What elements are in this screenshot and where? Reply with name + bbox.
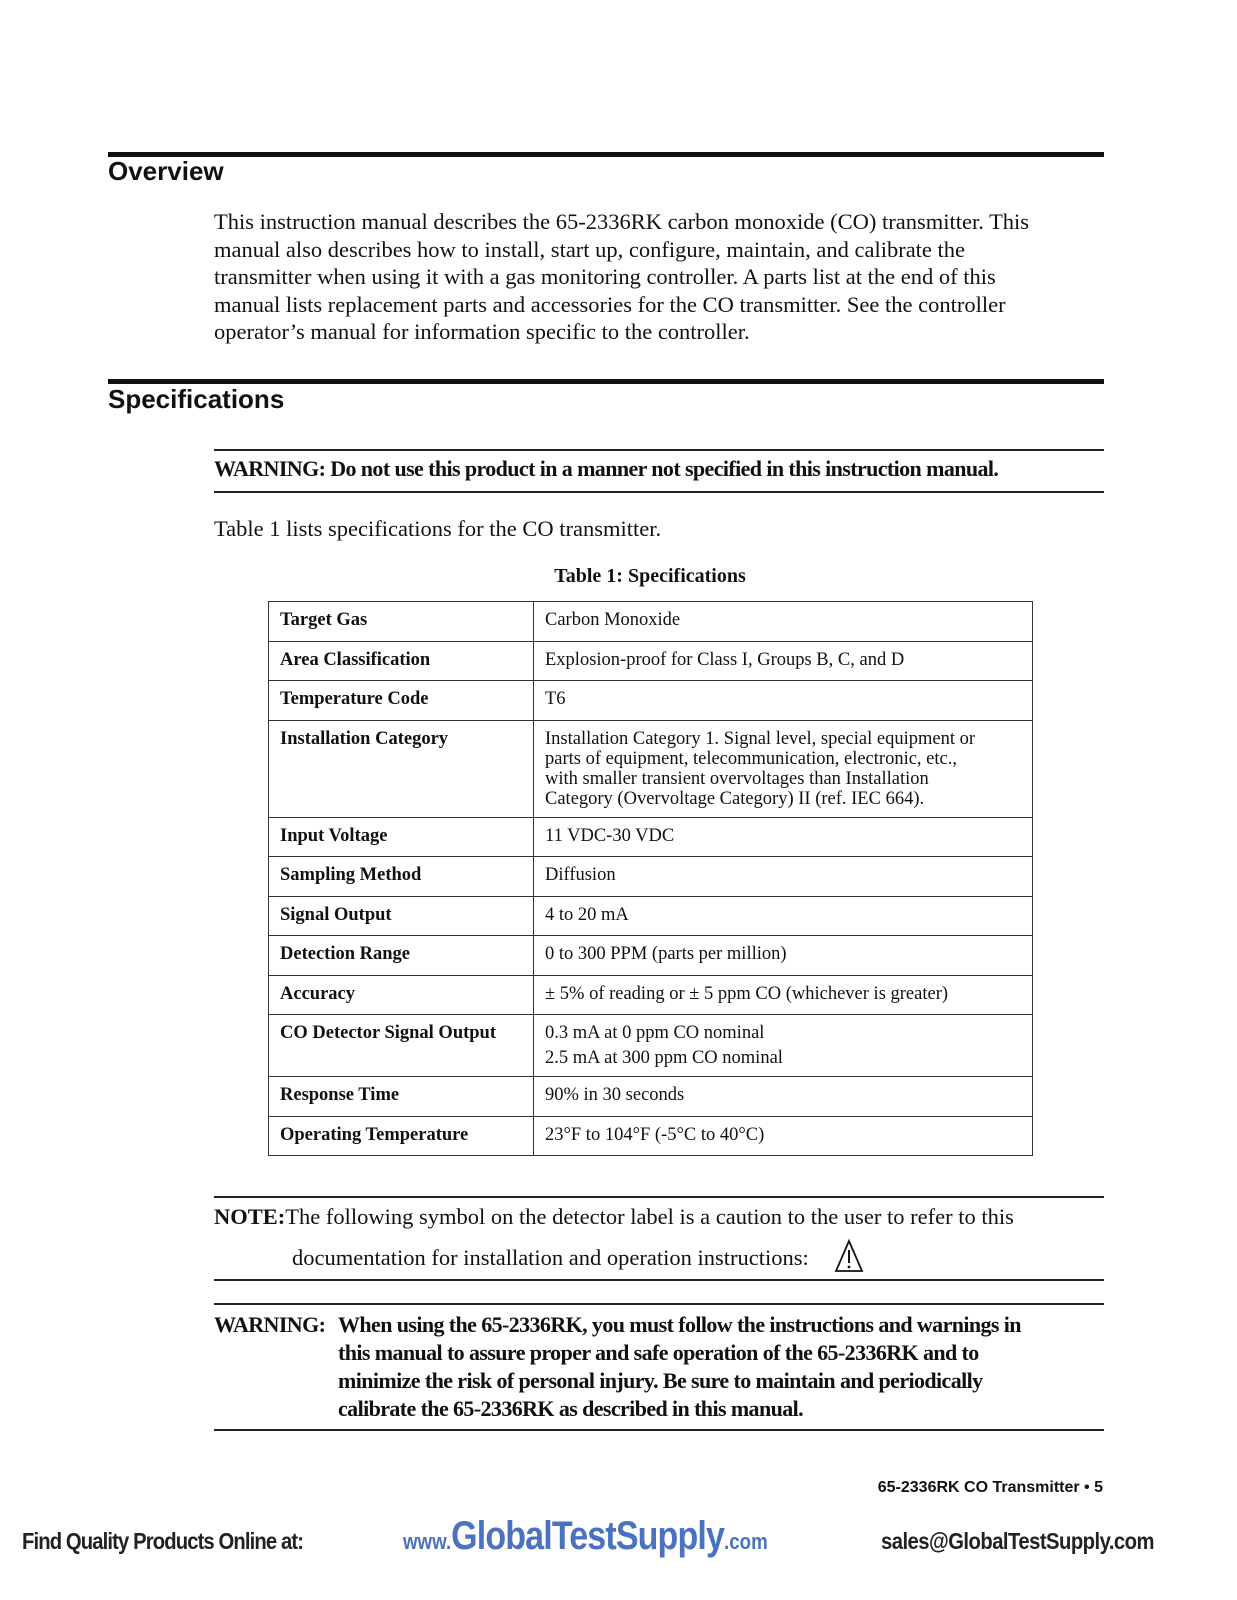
- overview-line: operator’s manual for information specific to the controller.: [214, 319, 750, 344]
- spec-value: [534, 1077, 1033, 1117]
- spec-value: [534, 641, 1033, 681]
- spec-value-line: 0 to 300 PPM (parts per million): [545, 944, 787, 964]
- spec-value-line: with smaller transient overvoltages than Installation: [545, 768, 929, 789]
- warning2-top-rule: [214, 1303, 1104, 1305]
- spec-label: Sampling Method: [269, 857, 534, 897]
- spec-label: CO Detector Signal Output: [269, 1015, 534, 1077]
- overview-line: manual lists replacement parts and accessories for the CO transmitter. See the controller: [214, 291, 1006, 317]
- overview-line: This instruction manual describes the 65-2336RK carbon monoxide (CO) transmitter. This: [214, 209, 1030, 234]
- note-label: NOTE:: [214, 1204, 286, 1229]
- warning2-label: WARNING:: [214, 1312, 326, 1337]
- spec-label: Response Time: [269, 1077, 534, 1117]
- warning-top-rule: [214, 449, 1104, 451]
- overview-line: transmitter when using it with a gas monitoring controller. A parts list at the end of this: [214, 264, 996, 289]
- specifications-heading: Specifications: [108, 384, 285, 414]
- spec-value-line: 2.5 mA at 300 ppm CO nominal: [545, 1048, 783, 1068]
- note-text-line-2: documentation for installation and operation instructions:: [292, 1245, 809, 1270]
- note-bottom-rule: [214, 1279, 1104, 1281]
- spec-label: Operating Temperature: [269, 1116, 534, 1156]
- overview-line: manual also describes how to install, start up, configure, maintain, and calibrate the: [214, 236, 966, 262]
- url-suffix: .com: [724, 1529, 768, 1554]
- spec-value-line: 0.3 mA at 0 ppm CO nominal: [545, 1023, 765, 1043]
- banner-email-link[interactable]: sales@GlobalTestSupply.com: [881, 1528, 1154, 1554]
- table-caption: Table 1: Specifications: [554, 565, 746, 587]
- spec-value: [534, 1015, 1033, 1077]
- table-intro: Table 1 lists specifications for the CO transmitter.: [214, 516, 662, 541]
- spec-value: [534, 817, 1033, 857]
- warning2-line: minimize the risk of personal injury. Be sure to maintain and periodically: [338, 1368, 983, 1393]
- spec-value-line: 23°F to 104°F (-5°C to 40°C): [545, 1124, 765, 1145]
- table-row: [269, 857, 1033, 897]
- overview-heading: Overview: [108, 156, 224, 186]
- spec-value-line: parts of equipment, telecommunication, electronic, etc.,: [545, 748, 957, 769]
- warning2-line: When using the 65-2336RK, you must follow the instructions and warnings in: [338, 1312, 1021, 1337]
- spec-value: [534, 936, 1033, 976]
- note-block: [214, 1204, 1104, 1279]
- note-text-line-1: The following symbol on the detector label is a caution to the user to refer to this: [285, 1204, 1014, 1229]
- spec-value-line: 90% in 30 seconds: [545, 1085, 685, 1105]
- table-row: [269, 896, 1033, 936]
- spec-value: [534, 602, 1033, 642]
- caution-triangle-icon: [834, 1239, 864, 1279]
- note-top-rule: [214, 1196, 1104, 1198]
- warning2-bottom-rule: [214, 1429, 1104, 1431]
- table-row: [269, 1077, 1033, 1117]
- spec-label: Temperature Code: [269, 681, 534, 721]
- page-footer: 65-2336RK CO Transmitter • 5: [877, 1479, 1103, 1496]
- overview-paragraph: [214, 208, 1094, 346]
- spec-label: Detection Range: [269, 936, 534, 976]
- spec-label: Signal Output: [269, 896, 534, 936]
- spec-value: [534, 720, 1033, 817]
- table-row: [269, 681, 1033, 721]
- spec-value: [534, 681, 1033, 721]
- spec-value-line: 4 to 20 mA: [545, 904, 629, 925]
- spec-value: [534, 896, 1033, 936]
- spec-value-line: ± 5% of reading or ± 5 ppm CO (whichever is greater): [545, 983, 949, 1004]
- table-row: [269, 602, 1033, 642]
- table-row: [269, 936, 1033, 976]
- warning-bottom-rule: [214, 491, 1104, 493]
- specifications-table: [268, 601, 1033, 1156]
- banner-website-link[interactable]: [403, 1514, 768, 1559]
- spec-label: Installation Category: [269, 720, 534, 817]
- table-row: [269, 975, 1033, 1015]
- table-row: [269, 720, 1033, 817]
- banner-tagline: Find Quality Products Online at:: [22, 1528, 304, 1554]
- spec-value-line: Category (Overvoltage Category) II (ref. IEC 664).: [545, 788, 925, 809]
- spec-value: [534, 1116, 1033, 1156]
- spec-value-line: T6: [545, 689, 566, 709]
- url-prefix: www.: [403, 1529, 452, 1554]
- table-row: [269, 641, 1033, 681]
- spec-label: Target Gas: [269, 602, 534, 642]
- spec-value-line: 11 VDC-30 VDC: [545, 825, 675, 846]
- table-row: [269, 1015, 1033, 1077]
- spec-value-line: Carbon Monoxide: [545, 610, 681, 630]
- spec-value-line: Explosion-proof for Class I, Groups B, C, and D: [545, 649, 905, 670]
- warning2-line: this manual to assure proper and safe operation of the 65-2336RK and to: [338, 1340, 979, 1365]
- section-rule: [108, 152, 1104, 157]
- spec-label: Input Voltage: [269, 817, 534, 857]
- spec-value: [534, 857, 1033, 897]
- warning2-line: calibrate the 65-2336RK as described in this manual.: [338, 1396, 804, 1421]
- url-main: GlobalTestSupply: [451, 1514, 725, 1558]
- spec-label: Area Classification: [269, 641, 534, 681]
- spec-label: Accuracy: [269, 975, 534, 1015]
- spec-value-line: Installation Category 1. Signal level, special equipment or: [545, 728, 976, 749]
- warning-notice: WARNING: Do not use this product in a manner not specified in this instruction manual.: [214, 456, 999, 481]
- spec-value-line: Diffusion: [545, 865, 616, 885]
- table-row: [269, 1116, 1033, 1156]
- table-row: [269, 817, 1033, 857]
- spec-value: [534, 975, 1033, 1015]
